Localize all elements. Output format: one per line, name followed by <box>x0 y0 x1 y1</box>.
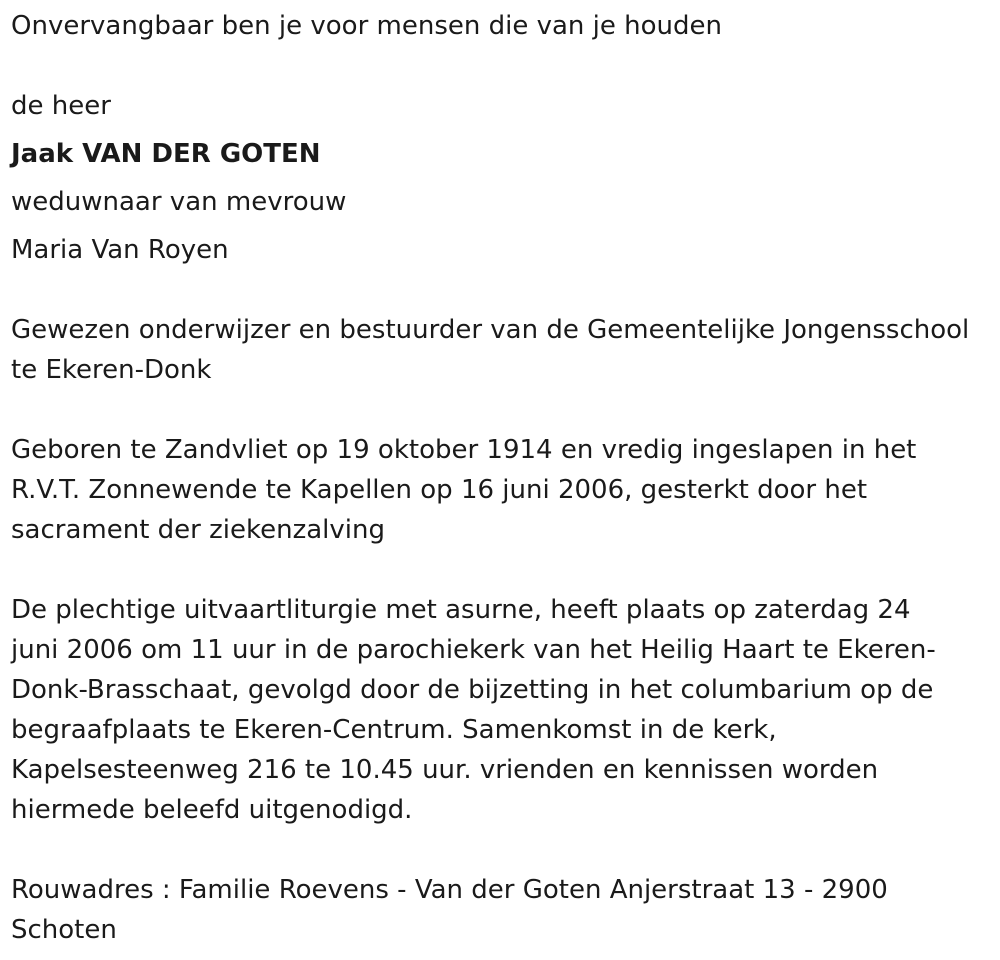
title-prefix: de heer <box>11 91 111 121</box>
deceased-name: Jaak VAN DER GOTEN <box>11 139 321 169</box>
address-line: Rouwadres : Familie Roevens - Van der Goten Anjerstraat 13 - 2900 <box>11 875 888 905</box>
funeral-line: Donk-Brasschaat, gevolgd door de bijzetting in het columbarium op de <box>11 675 934 705</box>
funeral-line: hiermede beleefd uitgenodigd. <box>11 795 413 825</box>
occupation-line: Gewezen onderwijzer en bestuurder van de Gemeentelijke Jongensschool <box>11 315 970 345</box>
funeral-line: begraafplaats te Ekeren-Centrum. Samenkomst in de kerk, <box>11 715 777 745</box>
funeral-line: De plechtige uitvaartliturgie met asurne, heeft plaats op zaterdag 24 <box>11 595 911 625</box>
funeral-line: juni 2006 om 11 uur in de parochiekerk van het Heilig Haart te Ekeren- <box>11 635 936 665</box>
spouse-name: Maria Van Royen <box>11 235 229 265</box>
address-line: Schoten <box>11 915 117 945</box>
opening-quote: Onvervangbaar ben je voor mensen die van je houden <box>11 11 722 41</box>
funeral-line: Kapelsesteenweg 216 te 10.45 uur. vrienden en kennissen worden <box>11 755 879 785</box>
birth-death-line: Geboren te Zandvliet op 19 oktober 1914 en vredig ingeslapen in het <box>11 435 917 465</box>
birth-death-line: sacrament der ziekenzalving <box>11 515 385 545</box>
occupation-line: te Ekeren-Donk <box>11 355 212 385</box>
birth-death-line: R.V.T. Zonnewende te Kapellen op 16 juni 2006, gesterkt door het <box>11 475 868 505</box>
relation-line: weduwnaar van mevrouw <box>11 187 347 217</box>
